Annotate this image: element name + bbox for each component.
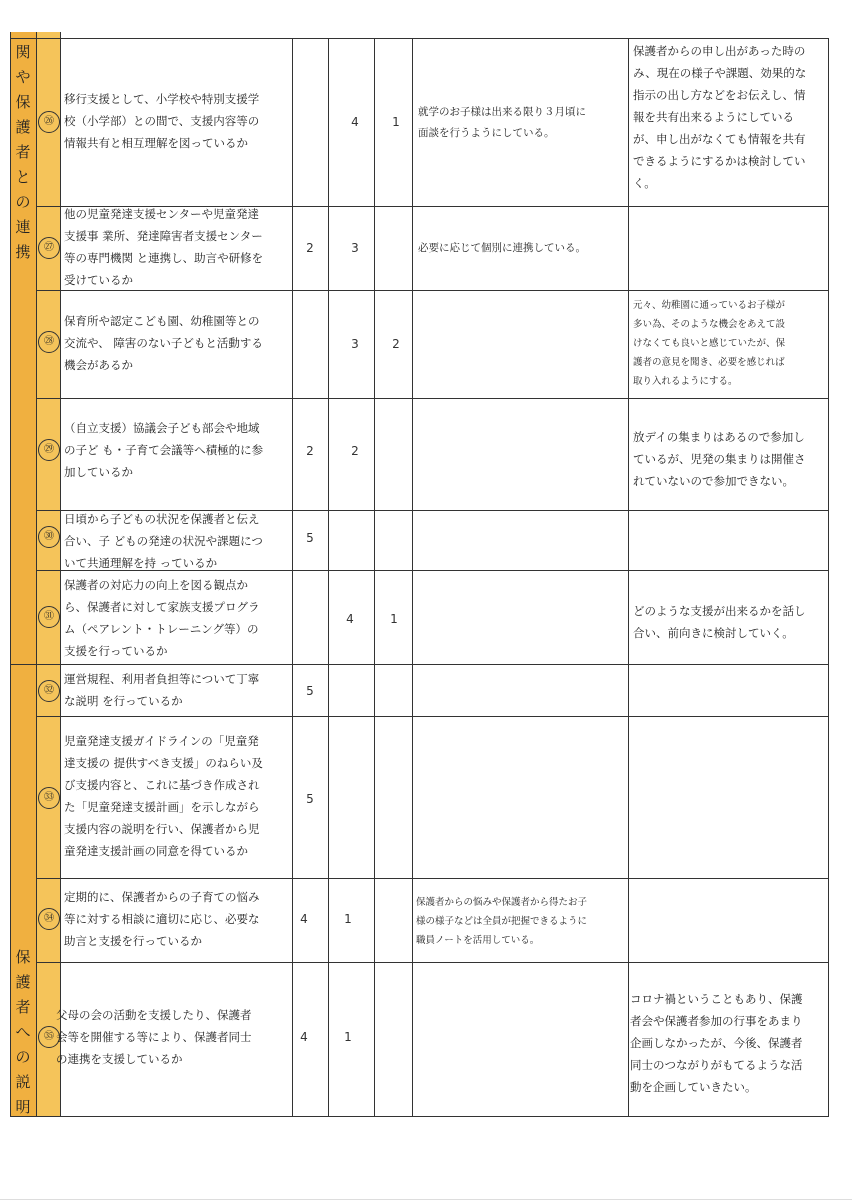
item-number: ㉘ (38, 331, 60, 353)
improvement-text: どのような支援が出来るかを話し 合い、前向きに検討していく。 (633, 604, 806, 640)
question-text: 他の児童発達支援センターや児童発達 支援事 業所、発達障害者支援センター 等の専門機関 と連携し、助言や研修を 受けているか (64, 207, 264, 287)
score-yes: 5 (306, 531, 314, 545)
grid-vline (60, 32, 61, 1116)
improvement-text: コロナ禍ということもあり、保護 者会や保護者参加の行事をあまり 企画しなかったが、今後、保護者 同士のつながりがもてるような活 動を企画していきたい。 (630, 992, 803, 1094)
question-text: 定期的に、保護者からの子育ての悩み 等に対する相談に適切に応じ、必要な 助言と支援を行っているか (64, 890, 260, 948)
score-somewhat: 4 (351, 115, 359, 129)
score-somewhat: 2 (351, 444, 359, 458)
question-text: 保護者の対応力の向上を図る観点か ら、保護者に対して家族支援プログラ ム（ペアレント・トレーニング等）の 支援を行っているか (64, 578, 260, 658)
grid-vline (328, 38, 329, 1116)
grid-vline (412, 38, 413, 1116)
question-text: 児童発達支援ガイドラインの「児童発 達支援の 提供すべき支援」のねらい及 び支援内容と、これに基づき作成され た「児童発達支援計画」を示しながら 支援内容の説明を行い、保護者から児 童発達支援計画の同意を得ているか (64, 734, 263, 858)
improvement-text: 保護者からの申し出があった時の み、現在の様子や課題、効果的な 指示の出し方などをお伝えし、情 報を共有出来るようにしている が、申し出がなくても情報を共有 できるようにするかは検討してい く。 (633, 44, 807, 190)
grid-vline (292, 38, 293, 1116)
item-number: ㉛ (38, 606, 60, 628)
question-text: 日頃から子どもの状況を保護者と伝え 合い、子 どもの発達の状況や課題につ いて共通理解を持 っているか (64, 512, 263, 570)
grid-hline (10, 1116, 829, 1117)
item-number: ㉝ (38, 787, 60, 809)
question-text: 父母の会の活動を支援したり、保護者 会等を開催する等により、保護者同士 の連携を支援しているか (56, 1008, 252, 1066)
grid-vline (36, 32, 37, 1116)
score-no: 1 (392, 115, 400, 129)
item-number: ㉖ (38, 111, 60, 133)
item-number: ㉟ (38, 1026, 60, 1048)
score-somewhat: 3 (351, 241, 359, 255)
score-somewhat: 4 (346, 612, 354, 626)
effort-text: 保護者からの悩みや保護者から得たお子 様の様子などは全員が把握できるように 職員ノートを活用している。 (416, 897, 588, 946)
grid-hline (36, 716, 829, 717)
grid-hline (36, 878, 829, 879)
score-somewhat: 1 (344, 1030, 352, 1044)
score-somewhat: 1 (344, 912, 352, 926)
question-text: 保育所や認定こども園、幼稚園等との 交流や、 障害のない子どもと活動する 機会があるか (64, 314, 263, 372)
improvement-text: 放デイの集まりはあるので参加し ているが、児発の集まりは開催さ れていないので参加できない。 (633, 430, 806, 488)
grid-hline (10, 38, 829, 39)
grid-hline (36, 398, 829, 399)
score-yes: 2 (306, 241, 314, 255)
grid-hline (36, 962, 829, 963)
score-yes: 4 (300, 1030, 308, 1044)
score-no: 2 (392, 337, 400, 351)
improvement-text: 元々、幼稚園に通っているお子様が 多い為、そのような機会をあえて設 けなくても良いと感じていたが、保 護者の意見を聞き、必要を感じれば 取り入れるようにする。 (633, 300, 786, 387)
score-no: 1 (390, 612, 398, 626)
score-yes: 5 (306, 792, 314, 806)
item-number: ㉙ (38, 439, 60, 461)
grid-vline (828, 38, 829, 1116)
question-text: （自立支援）協議会子ども部会や地域 の子ど も・子育て会議等へ積極的に参 加しているか (64, 421, 264, 479)
item-number: ㉜ (38, 680, 60, 702)
grid-vline (628, 38, 629, 1116)
item-number: ㉞ (38, 908, 60, 930)
effort-text: 必要に応じて個別に連携している。 (418, 242, 586, 254)
score-yes: 4 (300, 912, 308, 926)
score-somewhat: 3 (351, 337, 359, 351)
category-label-explanation: 保 護 者 へ の 説 明 (15, 948, 31, 1116)
grid-vline (374, 38, 375, 1116)
category-label-cooperation: 関 や 保 護 者 と の 連 携 (15, 43, 31, 261)
grid-hline (10, 664, 829, 665)
score-yes: 5 (306, 684, 314, 698)
score-yes: 2 (306, 444, 314, 458)
effort-text: 就学のお子様は出来る限り３月頃に 面談を行うようにしている。 (418, 106, 586, 139)
question-text: 移行支援として、小学校や特別支援学 校（小学部）との間で、支援内容等の 情報共有と相互理解を図っているか (64, 92, 260, 150)
item-number: ㉚ (38, 526, 60, 548)
question-text: 運営規程、利用者負担等について丁寧 な説明 を行っているか (64, 672, 260, 708)
item-number: ㉗ (38, 237, 60, 259)
grid-vline (10, 32, 11, 1116)
